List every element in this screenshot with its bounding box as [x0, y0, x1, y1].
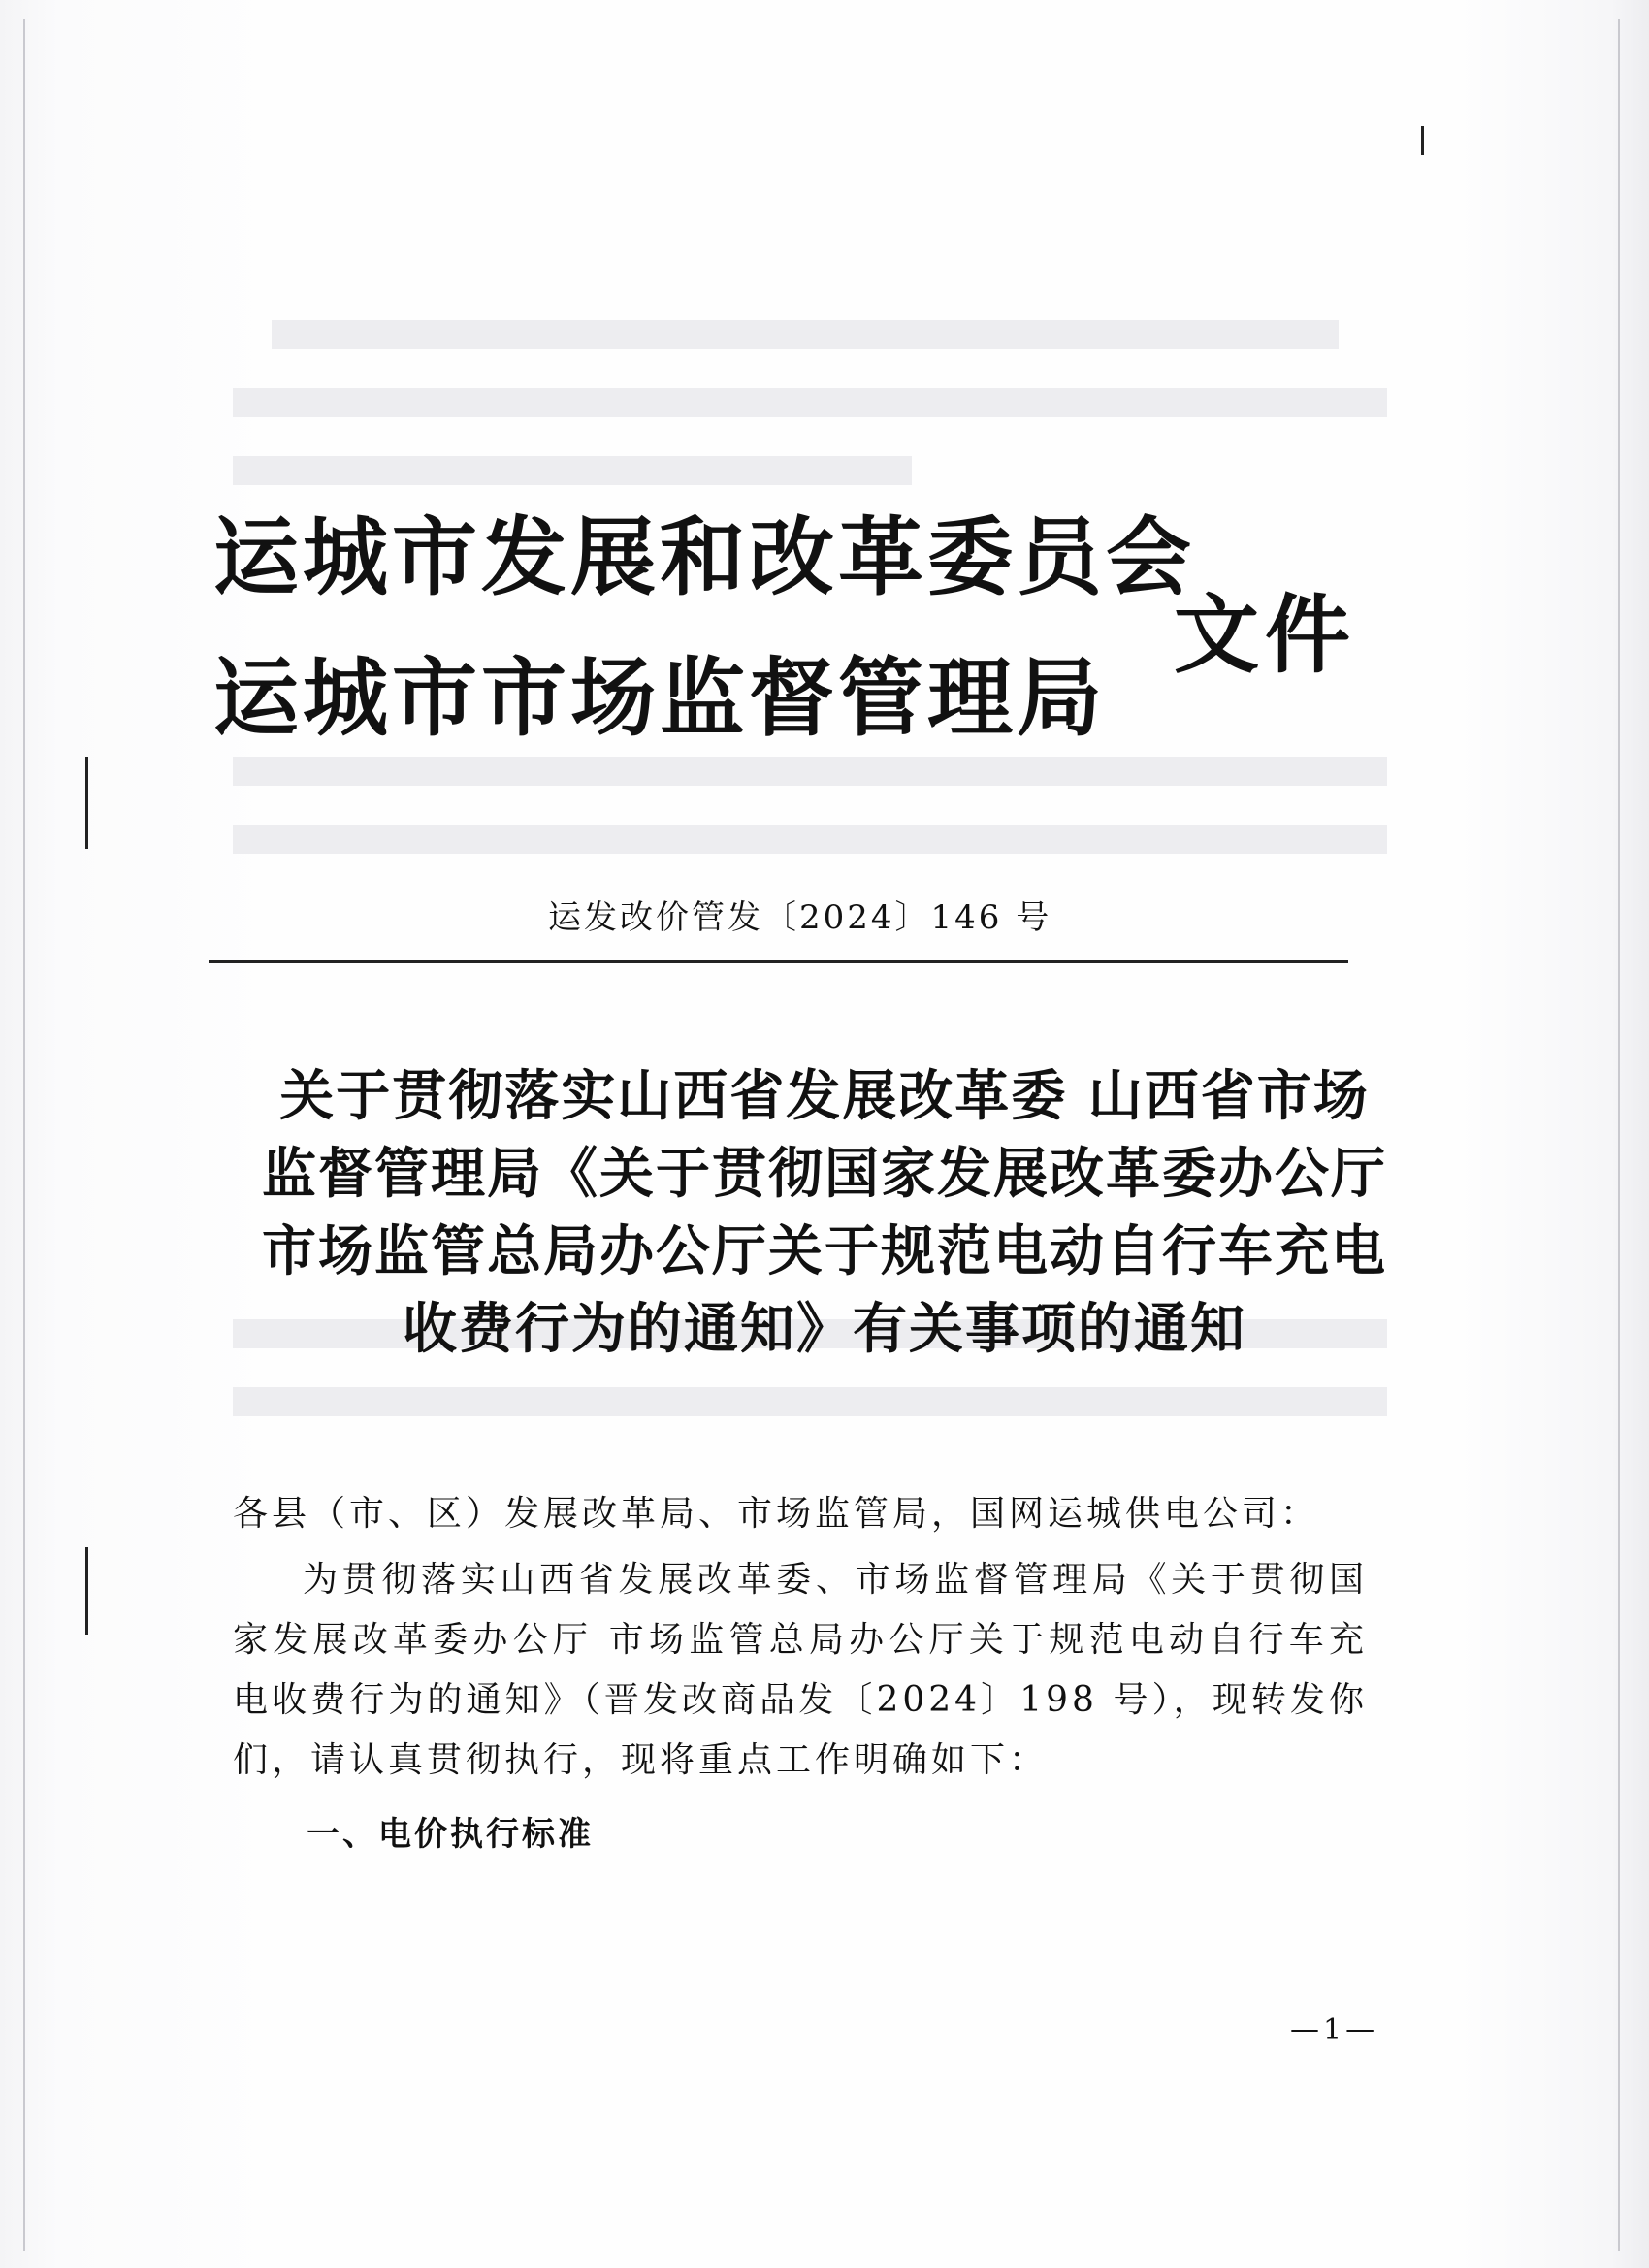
page-number: —1— — [1290, 2013, 1379, 2047]
title-line: 市场监管总局办公厅关于规范电动自行车充电 — [262, 1219, 1387, 1283]
document-title — [233, 1057, 1416, 1368]
document-header — [213, 485, 1377, 776]
section-heading: 一、电价执行标准 — [307, 1815, 594, 1854]
document-number: 运发改价管发〔2024〕146 号 — [548, 898, 1052, 937]
body-paragraph: 为贯彻落实山西省发展改革委、市场监督管理局《关于贯彻国家发展改革委办公厅 市场监管总局办公厅关于规范电动自行车充电收费行为的通知》（晋发改商品发〔2024〕198 号），现转发你们，请认真贯彻执行，现将重点工作明确如下： — [233, 1560, 1368, 1780]
binding-mark — [85, 757, 88, 849]
bleed-through-text — [233, 825, 1387, 854]
document-type: 文件 — [1174, 584, 1357, 685]
header-divider — [209, 960, 1348, 963]
title-line: 关于贯彻落实山西省发展改革委 山西省市场 — [279, 1064, 1370, 1128]
binding-mark — [85, 1547, 88, 1635]
bleed-through-text — [233, 456, 912, 485]
title-line: 监督管理局《关于贯彻国家发展改革委办公厅 — [262, 1142, 1387, 1206]
bleed-through-text — [233, 388, 1387, 417]
page-right-edge — [1618, 19, 1620, 2251]
issuer-name: 运城市市场监督管理局 — [213, 647, 1107, 748]
page-left-edge — [23, 19, 25, 2251]
bleed-through-text — [272, 320, 1339, 349]
issuer-name: 运城市发展和改革委员会 — [213, 506, 1196, 607]
document-body — [233, 1484, 1368, 1864]
binding-mark — [1421, 126, 1424, 155]
salutation: 各县（市、区）发展改革局、市场监管局，国网运城供电公司： — [233, 1494, 1320, 1534]
title-line: 收费行为的通知》有关事项的通知 — [403, 1297, 1246, 1361]
bleed-through-text — [233, 1387, 1387, 1416]
